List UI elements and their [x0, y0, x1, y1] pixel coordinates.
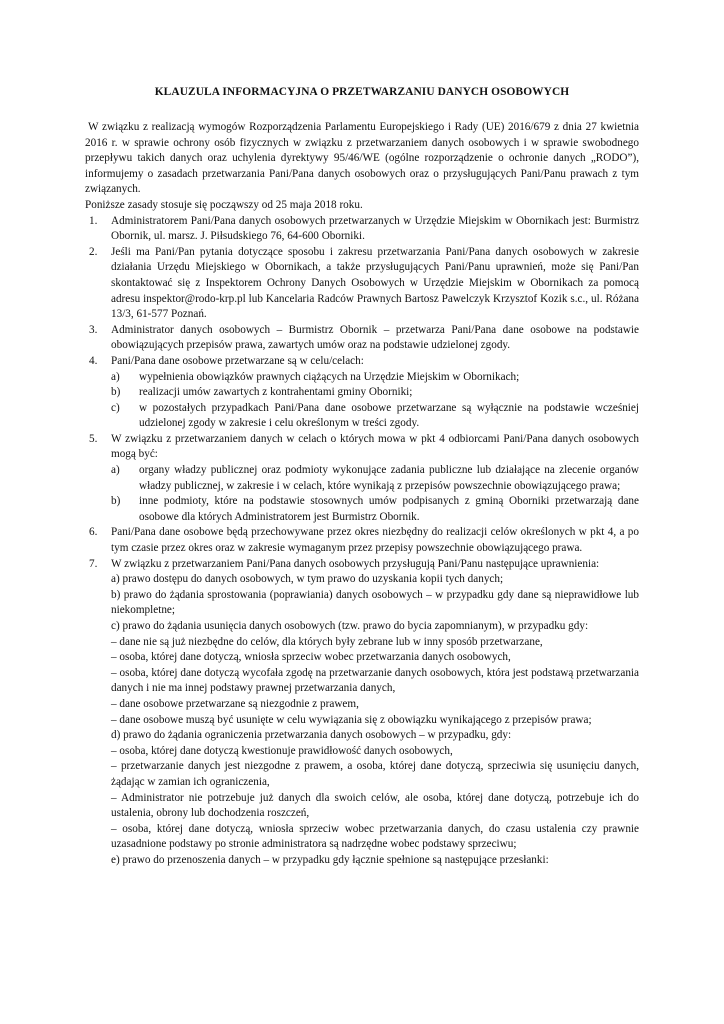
clause-item-4 [85, 354, 639, 432]
sub-item-text: realizacji umów zawartych z kontrahentami gminy Oborniki; [139, 386, 413, 399]
sub-item-letter: a) [111, 464, 120, 477]
clause-item-5 [85, 432, 639, 526]
sub-item-text: inne podmioty, które na podstawie stosownych umów podpisanych z gminą Oborniki przetwarzają dane osobowe dla których Administratorem jest Burmistrz Obornik. [139, 495, 639, 523]
clause-number: 7. [89, 557, 98, 570]
right-line: – osoba, której dane dotyczą, wniosła sprzeciw wobec przetwarzania danych osobowych, [111, 651, 511, 664]
sub-item-text: wypełnienia obowiązków prawnych ciążących na Urzędzie Miejskim w Obornikach; [139, 370, 520, 383]
sub-item-letter: b) [111, 386, 121, 399]
right-line: e) prawo do przenoszenia danych – w przypadku gdy łącznie spełnione są następujące przesłanki: [111, 853, 549, 866]
clause-number: 4. [89, 354, 98, 367]
right-line: b) prawo do żądania sprostowania (poprawiania) danych osobowych – w przypadku gdy dane są nieprawidłowe lub niekompletne; [111, 588, 639, 617]
document-body [85, 120, 639, 869]
right-line: c) prawo do żądania usunięcia danych osobowych (tzw. prawo do bycia zapomnianym), w przypadku gdy: [111, 620, 589, 632]
clause-number: 6. [89, 526, 98, 539]
right-line: – osoba, której dane dotyczą wycofała zgodę na przetwarzanie danych osobowych, która jest podstawą przetwarzania danych i nie ma innej podstawy prawnej przetwarzania danych, [111, 666, 639, 695]
clause-text: Pani/Pana dane osobowe przetwarzane są w celu/celach: [111, 354, 364, 367]
sub-item [111, 463, 639, 494]
clause-text: Administrator danych osobowych – Burmistrz Obornik – przetwarza Pani/Pana dane osobowe na podstawie obowiązujących przepisów prawa, zawartych umów oraz na podstawie udzielonej zgody. [111, 323, 639, 352]
right-line: a) prawo dostępu do danych osobowych, w tym prawo do uzyskania kopii tych danych; [111, 573, 504, 586]
clause-text: W związku z przetwarzaniem danych w celach o których mowa w pkt 4 odbiorcami Pani/Pana danych osobowych mogą być: [111, 432, 639, 461]
right-line: – osoba, której dane dotyczą kwestionuje prawidłowość danych osobowych, [111, 744, 453, 757]
clause-number: 3. [89, 323, 98, 336]
clause-text: W związku z przetwarzaniem Pani/Pana danych osobowych przysługują Pani/Panu następujące uprawnienia: [111, 557, 600, 570]
clause-number: 2. [89, 245, 98, 258]
right-line: – dane osobowe przetwarzane są niezgodnie z prawem, [111, 697, 359, 710]
sub-item [111, 385, 639, 401]
intro-paragraph: W związku z realizacją wymogów Rozporządzenia Parlamentu Europejskiego i Rady (UE) 2016/679 z dnia 27 kwietnia 2016 r. w sprawie ochrony osób fizycznych w związku z przetwarzaniem danych osobowych i w sprawie swobodnego przepływu takich danych oraz uchylenia dyrektywy 95/46/WE (ogólne rozporządzenie o ochronie danych „RODO”), informujemy o zasadach przetwarzania Pani/Pana danych osobowych oraz o przysługujących Pani/Panu prawach z tym związanych. [85, 121, 639, 196]
right-line: – dane osobowe muszą być usunięte w celu wywiązania się z obowiązku wynikającego z przepisów prawa; [111, 713, 592, 726]
sub-item [111, 401, 639, 432]
clause-item-1 [85, 214, 639, 245]
sub-item-letter: b) [111, 495, 121, 508]
sub-item-text: w pozostałych przypadkach Pani/Pana dane osobowe przetwarzane są wyłącznie na podstawie wcześniej udzielonej zgody w zakresie i celu określonym w treści zgody. [139, 401, 639, 430]
clause-text: Jeśli ma Pani/Pan pytania dotyczące sposobu i zakresu przetwarzania Pani/Pana danych osobowych w zakresie działania Urzędu Miejskiego w Obornikach, a także przysługujących Pani/Panu uprawnień, może się Pani/Pan skontaktować się z Inspektorem Ochrony Danych Osobowych w Urzędzie Miejskim w Obornikach za pomocą adresu inspektor@rodo-krp.pl lub Kancelaria Radców Prawnych Bartosz Pawelczyk Krzysztof Kozik s.c., ul. Różana 13/3, 61-577 Poznań. [111, 245, 639, 321]
right-line: – dane nie są już niezbędne do celów, dla których były zebrane lub w inny sposób przetwarzane, [111, 635, 543, 648]
clause-item-6 [85, 525, 639, 556]
right-line: – osoba, której dane dotyczą, wniosła sprzeciw wobec przetwarzania danych, do czasu ustalenia czy prawnie uzasadnione podstawy po stronie administratora są nadrzędne wobec podstawy sprzeciwu; [111, 822, 639, 851]
clause-text: Administratorem Pani/Pana danych osobowych przetwarzanych w Urzędzie Miejskim w Obornikach jest: Burmistrz Obornik, ul. marsz. J. Piłsudskiego 76, 64-600 Oborniki. [111, 214, 639, 243]
applies-from-note: Poniższe zasady stosuje się począwszy od 25 maja 2018 roku. [85, 198, 363, 211]
clause-text: Pani/Pana dane osobowe będą przechowywane przez okres niezbędny do realizacji celów określonych w pkt 4, a po tym czasie przez okres oraz w zakresie wymaganym przez przepisy powszechnie obowiązującego prawa. [111, 526, 639, 555]
right-line: d) prawo do żądania ograniczenia przetwarzania danych osobowych – w przypadku, gdy: [111, 729, 512, 742]
sub-item-letter: a) [111, 370, 120, 383]
right-line: – Administrator nie potrzebuje już danych dla swoich celów, ale osoba, której dane dotyczą, potrzebuje ich do ustalenia, obrony lub dochodzenia roszczeń, [111, 791, 639, 820]
clause-item-3 [85, 323, 639, 354]
clause-item-7 [85, 557, 639, 869]
sub-item-text: organy władzy publicznej oraz podmioty wykonujące zadania publiczne lub działające na zlecenie organów władzy publicznej, w zakresie i w celach, które wynikają z przepisów powszechnie obowiązującego prawa; [139, 464, 639, 492]
right-line: – przetwarzanie danych jest niezgodne z prawem, a osoba, której dane dotyczą, sprzeciwia się usunięciu danych, żądając w zamian ich ograniczenia, [111, 760, 639, 788]
document-title: KLAUZULA INFORMACYJNA O PRZETWARZANIU DANYCH OSOBOWYCH [154, 86, 570, 98]
clause-item-2 [85, 245, 639, 323]
sub-item [111, 370, 639, 386]
sub-item-letter: c) [111, 401, 120, 414]
sub-item [111, 494, 639, 525]
clause-number: 5. [89, 432, 98, 445]
clause-number: 1. [89, 214, 98, 227]
